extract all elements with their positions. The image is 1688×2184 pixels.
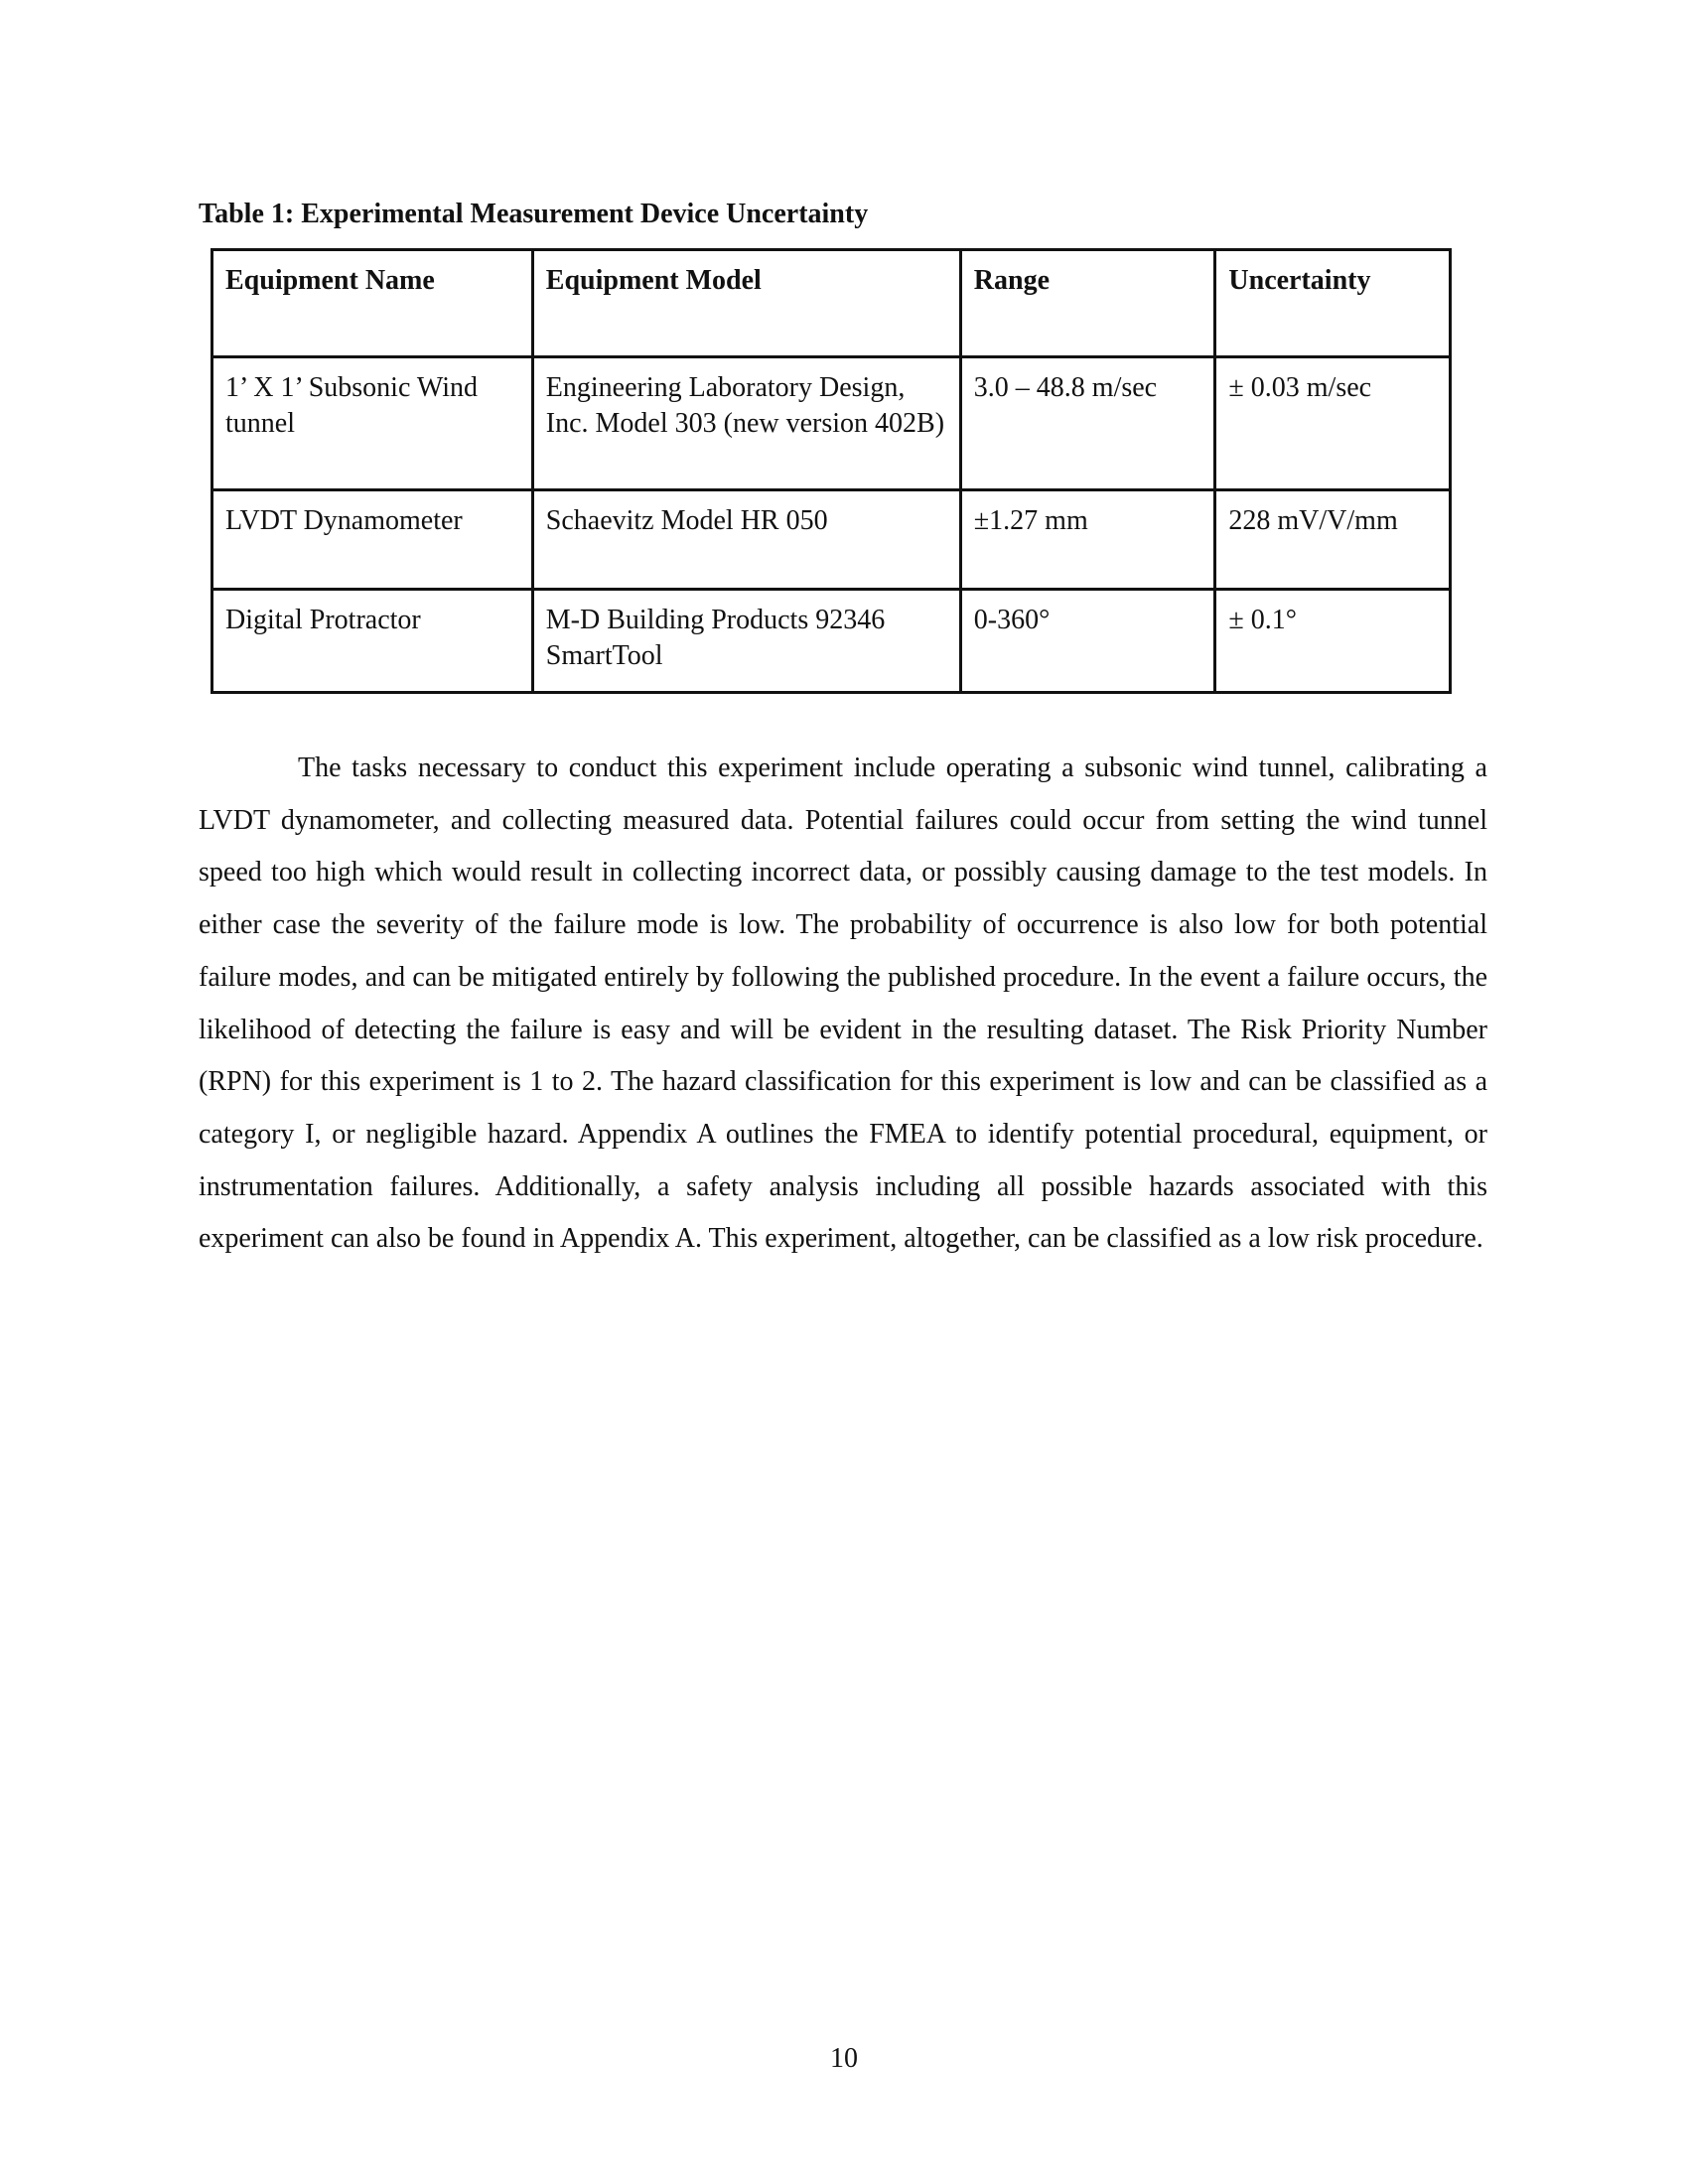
cell-uncertainty: 228 mV/V/mm <box>1215 490 1451 590</box>
table-caption: Table 1: Experimental Measurement Device Uncertainty <box>199 199 869 229</box>
header-range: Range <box>960 250 1215 357</box>
table-row <box>212 590 1451 693</box>
cell-uncertainty: ± 0.03 m/sec <box>1215 357 1451 490</box>
cell-uncertainty: ± 0.1° <box>1215 590 1451 693</box>
header-equipment-model: Equipment Model <box>532 250 960 357</box>
page-number: 10 <box>830 2043 858 2074</box>
body-paragraph: The tasks necessary to conduct this experiment include operating a subsonic wind tunnel, calibrating a LVDT dynamometer, and collecting measured data. Potential failures could occur from setting the wind tunnel speed too high which would result in collecting incorrect data, or possibly causing damage to the test models. In either case the severity of the failure mode is low. The probability of occurrence is also low for both potential failure modes, and can be mitigated entirely by following the published procedure. In the event a failure occurs, the likelihood of detecting the failure is easy and will be evident in the resulting dataset. The Risk Priority Number (RPN) for this experiment is 1 to 2. The hazard classification for this experiment is low and can be classified as a category I, or negligible hazard. Appendix A outlines the FMEA to identify potential procedural, equipment, or instrumentation failures. Additionally, a safety analysis including all possible hazards associated with this experiment can also be found in Appendix A. This experiment, altogether, can be classified as a low risk procedure. <box>199 752 1487 1255</box>
header-equipment-name: Equipment Name <box>212 250 533 357</box>
cell-equipment-name: 1’ X 1’ Subsonic Wind tunnel <box>212 357 533 490</box>
table-row <box>212 490 1451 590</box>
header-uncertainty: Uncertainty <box>1215 250 1451 357</box>
cell-equipment-model: Engineering Laboratory Design, Inc. Model 303 (new version 402B) <box>532 357 960 490</box>
cell-equipment-model: M-D Building Products 92346 SmartTool <box>532 590 960 693</box>
cell-equipment-model: Schaevitz Model HR 050 <box>532 490 960 590</box>
cell-range: 3.0 – 48.8 m/sec <box>960 357 1215 490</box>
cell-equipment-name: LVDT Dynamometer <box>212 490 533 590</box>
measurement-uncertainty-table <box>211 248 1452 694</box>
table-header-row <box>212 250 1451 357</box>
cell-range: ±1.27 mm <box>960 490 1215 590</box>
cell-equipment-name: Digital Protractor <box>212 590 533 693</box>
table-row <box>212 357 1451 490</box>
cell-range: 0-360° <box>960 590 1215 693</box>
